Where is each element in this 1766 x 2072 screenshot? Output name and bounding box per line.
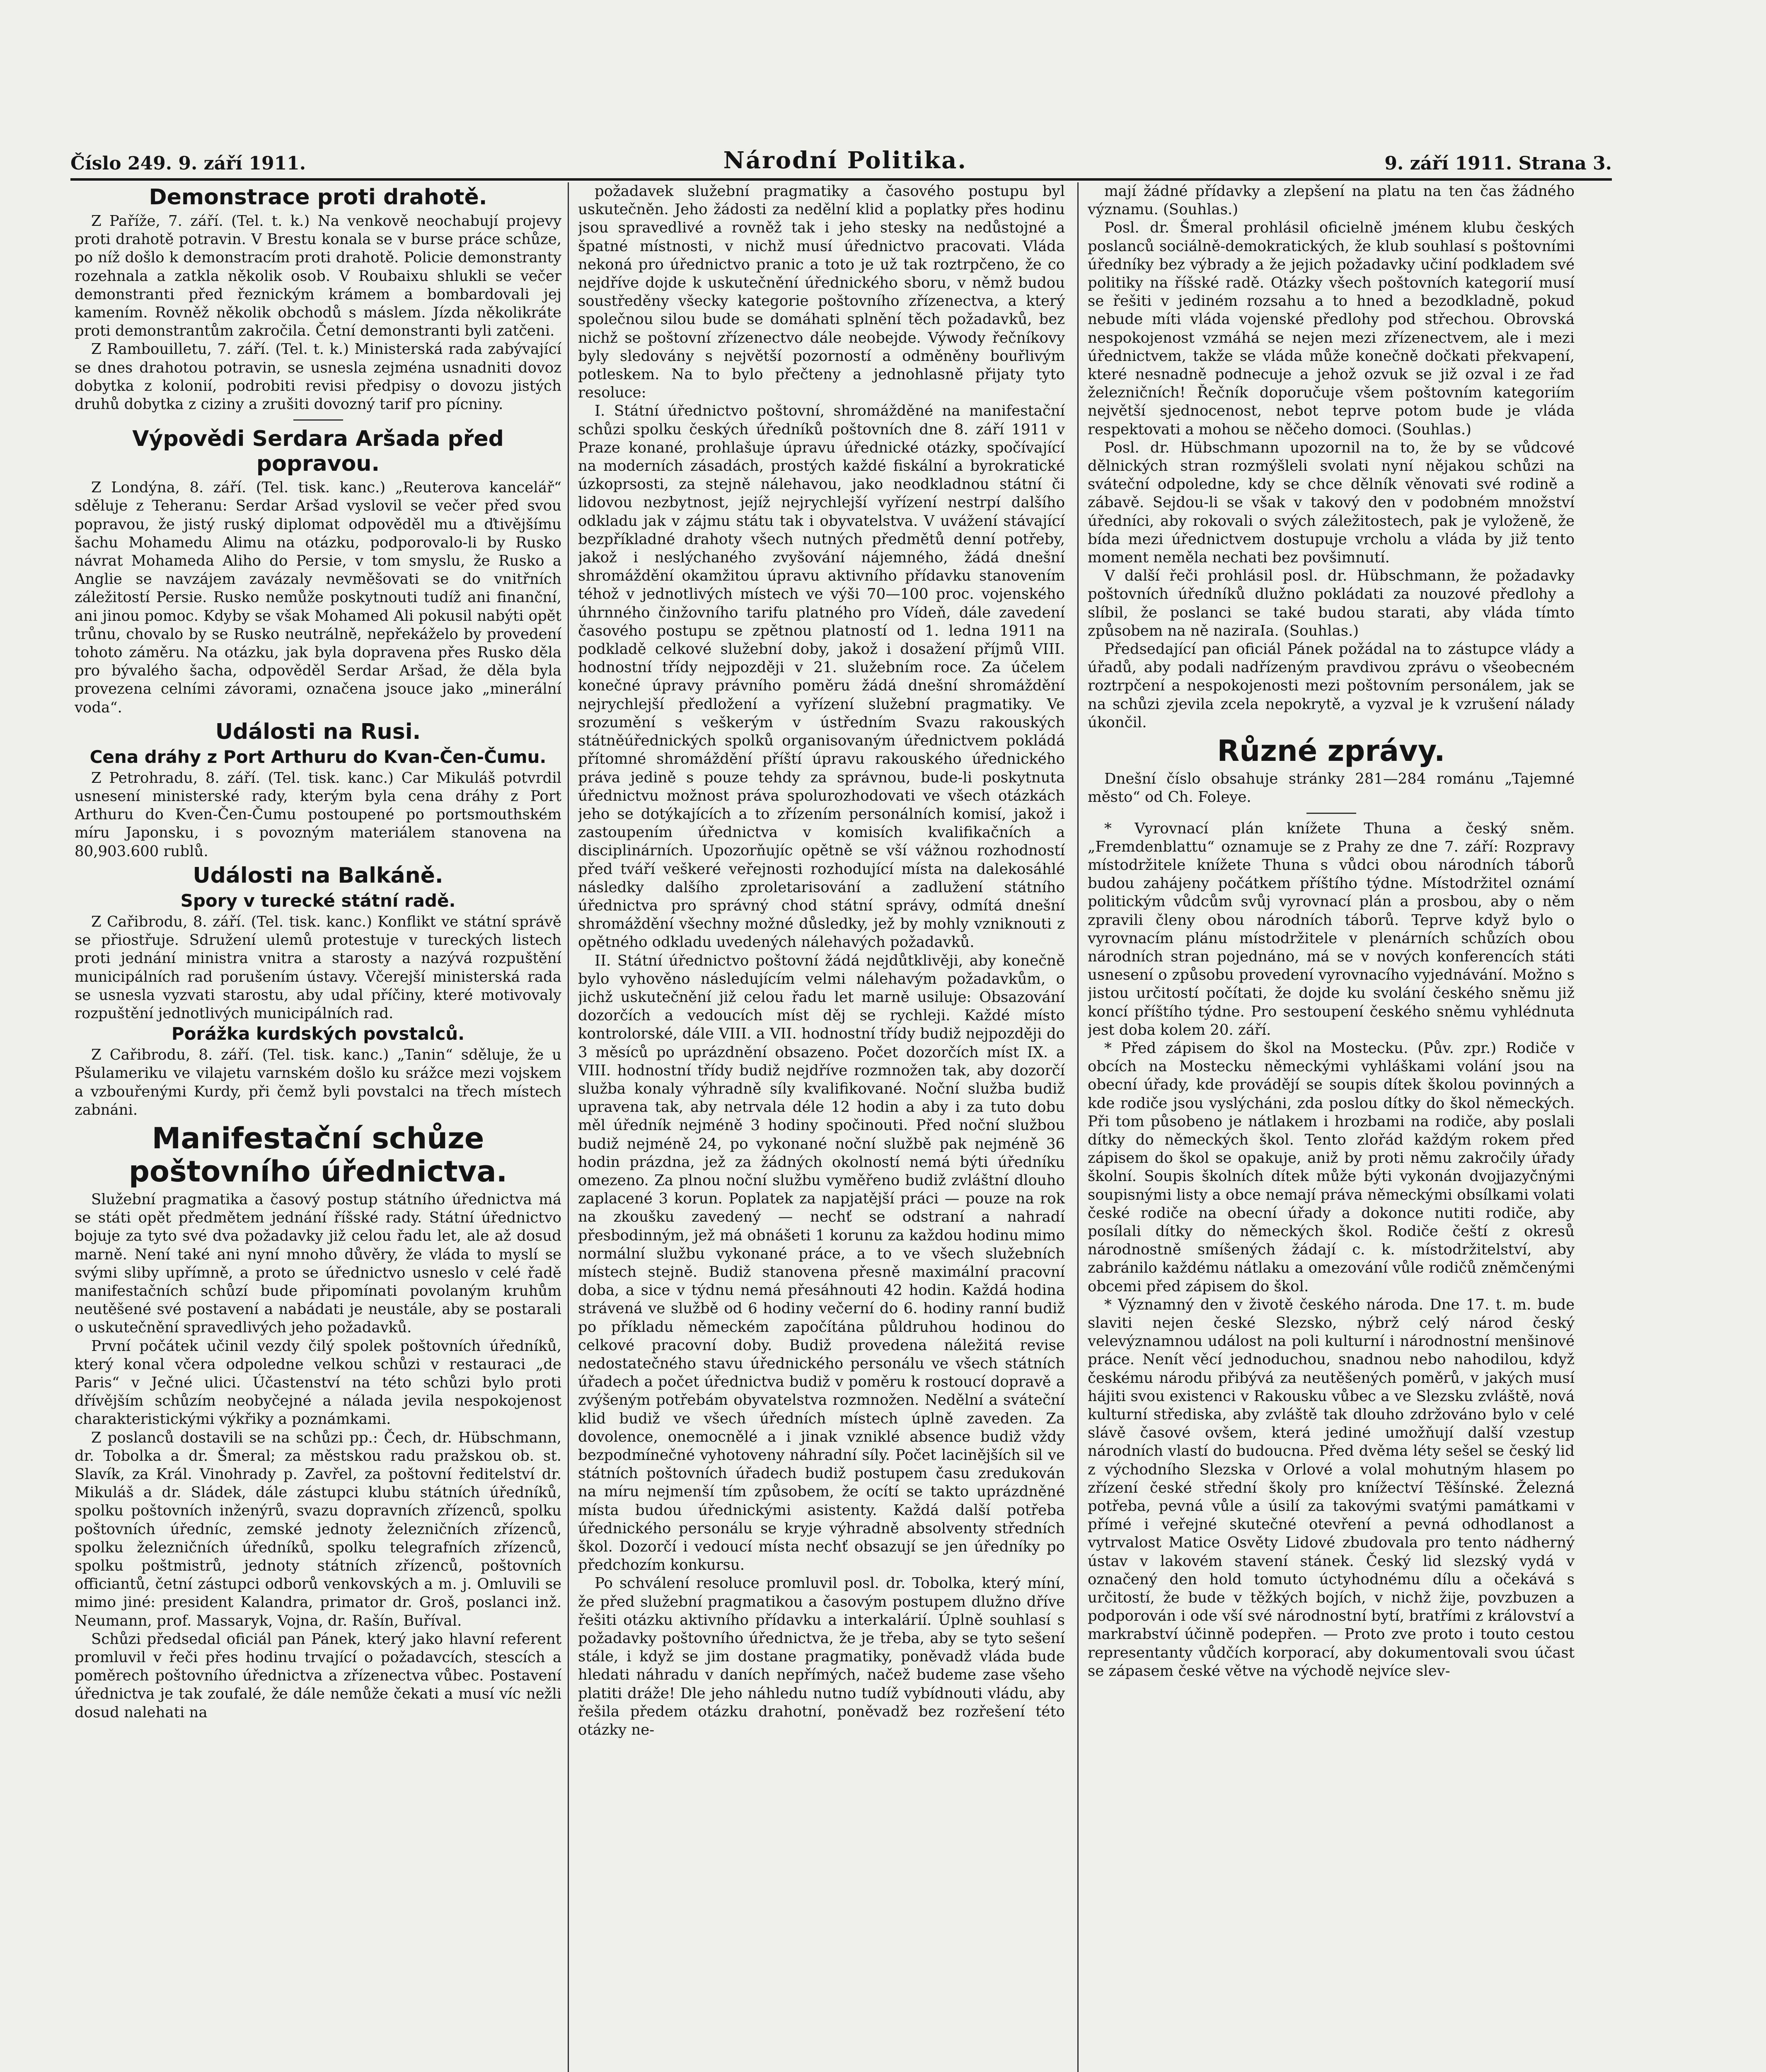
article-paragraph: I. Státní úřednictvo poštovní, shromážděné na manifestační schůzi spolku českých úředníků poštovních dne 8. září 1911 v Praze konané, prohlašuje úpravu úřednické otázky, spočívající na moderních zásadách, prostých každé fiskální a byrokratické úzkoprsosti, za stejně nálehavou, jako neodkladnou státní či lidovou nezbytnost, jejíž nejrychlejší vyřízení nestrpí dalšího odkladu jak v zájmu státu tak i obyvatelstva. V uvážení stávající bezpříkladné drahoty všech nutných předmětů denní potřeby, jakož i neslýchaného zvyšování nájemného, žádá dnešní shromáždění okamžitou úpravu aktivního přídavku stanovením téhož v jednotlivých místech ve výši 70—100 proc. vojenského úhrnného činžovního tarifu platného pro Vídeň, dále zavedení časového postupu se zpětnou platností od 1. ledna 1911 na podkladě celkové služební doby, jakož i dosažení příjmů VIII. hodnostní třídy nejpozději v 21. služebním roce. Za účelem konečné úpravy právního poměru žádá dnešní shromáždění nejrychlejší předložení a vyřízení služební pragmatiky. Ve srozumění s veškerým v ústředním Svazu rakouských státněúřednických spolků organisovaným úřednictvem pokládá přítomné shromáždění příští úpravu rakouského úřednického práva jedině s pouze tehdy za správnou, bude-li poskytnuta úřednictvu možnost práva spolurozhodovati ve všech otázkách jeho se dotýkajících a to zřízením personálních komisí, jakož i zastoupením úřednictva v komisích kvalifikačních a disciplinárních. Upozorňujíc opětně se vší vážnou rozhodností před tváří veškeré veřejnosti rozhodující místa na dalekosáhlé následky dalšího zproletarisování a zadlužení státního úřednictva pro správný chod státní správy, odmítá dnešní shromáždění všechny možné důsledky, jež by mohly vzniknouti z opětného odkladu uvedených nálehavých požadavků. <box>578 402 1065 951</box>
article-paragraph: požadavek služební pragmatiky a časového postupu byl uskutečněn. Jeho žádosti za nedělní klid a poplatky přes hodinu jsou spravedlivé a rovněž tak i jeho stesky na nedůstojné a špatné místnosti, v nichž musí úřednictvo pracovati. Vláda nekoná pro úřednictvo pranic a toto je už tak roztrpčeno, že co nejdříve dojde k uskutečnění úřednického sboru, v němž budou soustředěny všecky kategorie poštovního zřízenectva, a který společnou silou bude se domáhati splnění těch požadavků, bez nichž se poštovní zřízenectvo dále neobejde. Výwody řečníkovy byly sledovány s největší pozorností a odměněny bouřlivým potleskem. Na to bylo přečteny a jednohlasně přijaty tyto resoluce: <box>578 183 1065 402</box>
column-divider <box>568 182 569 2072</box>
article-paragraph: mají žádné přídavky a zlepšení na platu na ten čas žádného významu. (Souhlas.) <box>1088 183 1575 218</box>
article-paragraph: Schůzi předsedal oficiál pan Pánek, který jako hlavní referent promluvil v řeči přes hodinu trvající o požadavcích, stescích a poměrech poštovního úřednictva a zřízenectva vůbec. Postavení úřednictva je tak zoufalé, že dále nemůže čekati a musí víc nežli dosud nalehati na <box>75 1630 561 1721</box>
article-paragraph: Z Londýna, 8. září. (Tel. tisk. kanc.) „Reuterova kancelář“ sděluje z Teheranu: Serdar Aršad vyslovil se večer před svou popravou, že jistý ruský diplomat odpověděl mu a ďtivějšímu šachu Mohamedu Alimu na otázku, podporovalo-li by Rusko návrat Mohameda Aliho do Persie, v tom smyslu, že Rusko a Anglie se navzájem zavázaly nevměšovati se do vnitřních záležitostí Persie. Rusko nemůže poskytnouti tudíž ani finanční, ani jinou pomoc. Kdyby se však Mohamed Ali pokusil nabýti opět trůnu, chovalo by se Rusko neutrálně, nepřekáželo by provedení tohoto záměru. Na otázku, jak byla dopravena přes Rusko děla pro bývalého šacha, odpověděl Serdar Aršad, že děla byla provezena celními závorami, označena jsouce jako „minerální voda“. <box>75 479 561 716</box>
article-paragraph: Z Petrohradu, 8. září. (Tel. tisk. kanc.) Car Mikuláš potvrdil usnesení ministerské rady, kterým byla cena dráhy z Port Arthuru do Kven-Čen-Čumu postoupené po portsmouthském míru Japonsku, i s povozným materiálem stanovena na 80,903.600 rublů. <box>75 769 561 860</box>
headline: Události na Balkáně. <box>193 863 443 888</box>
newspaper-title: Národní Politika. <box>723 147 967 174</box>
article-paragraph: Posl. dr. Šmeral prohlásil oficielně jménem klubu českých poslanců sociálně-demokratických, že klub souhlasí s poštovními úředníky bez výbrady a že jejich požadavky učiní podkladem své politiky na říšské radě. Otázky všech poštovních kategorií musí se řešiti v jediném rozsahu a to hned a bezodkladně, pokud nebude míti vláda vojenské předlohy pod střechou. Obrovská nespokojenost vzmáhá se nejen mezi zřízenectvem, ale i mezi úřednictvem, takže se vláda může konečně dočkati překvapení, které nesnadně podnecuje a jehož ozvuk se již ozval i ze řad železničních! Řečník doporučuje všem poštovním kategoriím největší sjednocenost, nebot teprve potom bude je vláda respektovati a mohou se něčeho domoci. (Souhlas.) <box>1088 219 1575 438</box>
subheadline: Porážka kurdských povstalců. <box>171 1024 465 1044</box>
column-divider <box>1077 182 1079 2072</box>
section-divider <box>293 419 343 421</box>
article-paragraph: Dnešní číslo obsahuje stránky 281—284 románu „Tajemné město“ od Ch. Foleye. <box>1088 770 1575 806</box>
headline: Demonstrace proti drahotě. <box>149 185 487 210</box>
article-paragraph: Po schválení resoluce promluvil posl. dr. Tobolka, který míní, že před služební pragmatikou a časovým postupem dlužno dříve řešiti otázku aktivního přídavku a interkalárií. Úplně souhlasí s požadavky poštovního úřednictva, že je třeba, aby se tyto sešení stále, i když se jim dostane pragmatiky, poněvadž vláda bude hledati náhradu v daních nepřímých, načež budeme zase všeho platiti dráže! Dle jeho náhledu nutno tudíž vybídnouti vládu, aby řešila předem otázku drahotní, poněvadž bez rozřešení této otázky ne- <box>578 1575 1065 1739</box>
article-paragraph: První počátek učinil vezdy čilý spolek poštovních úředníků, který konal včera odpoledne velkou schůzi v restauraci „de Paris“ v Ječné ulici. Účastenství na této schůzi bylo proti dřívějším schůzím neobyčejné a nálada jevila nespokojenost charakteristickými výkřiky a poznámkami. <box>75 1337 561 1428</box>
article-paragraph: Z Cařibrodu, 8. září. (Tel. tisk. kanc.) „Tanin“ sděluje, že u Pšulameriku ve vilajetu varnském došlo ku srážce mezi vojskem a vzbouřenými Kurdy, při čemž byli povstalci na třech místech zabnáni. <box>75 1046 561 1118</box>
page-header <box>70 141 1612 181</box>
article-paragraph: Z poslanců dostavili se na schůzi pp.: Čech, dr. Hübschmann, dr. Tobolka a dr. Šmeral; za městskou radu pražskou ob. st. Slavík, za Král. Vinohrady p. Zavřel, za poštovní ředitelství dr. Mikuláš a dr. Sládek, dále zástupci klubu státních úředníků, spolku poštovních inženýrů, svazu dopravních zřízenců, spolku poštovních úředníc, zemské jednoty železničních zřízenců, spolku železničních úředníků, spolku telegrafních zřízenců, spolku poštmistrů, jednoty státních zřízenců, poštovních officiantů, četní zástupci odborů venkovských a m. j. Omluvili se mimo jiné: president Kalandra, primator dr. Groš, poslanci inž. Neumann, prof. Massaryk, Vojna, dr. Rašín, Buříval. <box>75 1429 561 1629</box>
article-paragraph: Z Cařibrodu, 8. září. (Tel. tisk. kanc.) Konflikt ve státní správě se přiostřuje. Sdružení ulemů protestuje v tureckých listech proti jednání ministra vnitra a starosty a nazývá rozpuštění municipálních rad porušením ústavy. Včerejší ministerská rada se usnesla vyzvati starostu, aby udal příčiny, které motivovaly rozpuštění jednotlivých municipálních rad. <box>75 913 561 1022</box>
column-2 <box>578 182 1065 2072</box>
column-1 <box>75 182 561 2072</box>
headline: Různé zprávy. <box>1217 734 1445 768</box>
article-paragraph: Z Rambouilletu, 7. září. (Tel. t. k.) Ministerská rada zabývající se dnes drahotou potravin, se usnesla zejména usnadniti dovoz dobytka z kolonií, podrobiti revisi předpisy o dovozu jistých druhů dobytka z ciziny a zrušiti dovozný tarif pro pícniny. <box>75 341 561 413</box>
column-3 <box>1088 182 1575 2072</box>
subheadline: Spory v turecké státní radě. <box>180 890 456 911</box>
page-number: 9. září 1911. Strana 3. <box>1384 153 1612 174</box>
subheadline: Cena dráhy z Port Arthuru do Kvan-Čen-Čumu. <box>90 746 547 767</box>
article-paragraph: Služební pragmatika a časový postup státního úřednictva má se státi opět předmětem jednání říšské rady. Státní úřednictvo bojuje za tyto své dva požadavky již celou řadu let, ale až dosud marně. Není také ani nyní mnoho důvěry, že vláda to myslí se svými sliby upřímně, a proto se úřednictvo usneslo v celé řadě manifestačních schůzí bude připomínati povolaným kruhům neutěšené své postavení a nabádati je neustále, aby se postarali o uskutečnění spravedlivých jeho požadavků. <box>75 1191 561 1336</box>
article-paragraph: Předsedající pan oficiál Pánek požádal na to zástupce vlády a úřadů, aby podali nadřízeným pravdivou zprávu o všeobecném roztrpčení a nespokojenosti mezi poštovním personálem, jak se na schůzi zjevila zcela nepokrytě, a vyzval je k vzrušení nálady úkončil. <box>1088 641 1575 731</box>
article-paragraph: * Vyrovnací plán knížete Thuna a český sněm. „Fremdenblattu“ oznamuje se z Prahy ze dne 7. září: Rozpravy místodržitele knížete Thuna s vůdci obou národních táborů budou zahájeny počátkem příštího týdne. Místodržitel oznámí politickým vůdcům svůj vyrovnací plán a prosbou, aby o něm zpravili členy obou národních táborů. Teprve když bylo o vyrovnacím plánu místodržitele v plenárních schůzích obou národních stran pojednáno, má se v nových konferencích státi usnesení o způsobu provedení vyrovnacího vyjednávání. Možno s jistou určitostí počítati, že dojde ku svolání českého sněmu již koncí příštího týdne. Pro sestoupení českého sněmu vyhlédnuta jest doba kolem 20. září. <box>1088 820 1575 1038</box>
article-paragraph: II. Státní úřednictvo poštovní žádá nejdůtklivěji, aby konečně bylo vyhověno následujícím velmi nálehavým požadavkům, o jichž uskutečnění již celou řadu let marně usiluje: Obsazování dozorčích a vedoucích míst děj se rychleji. Každé místo kontrolorské, dále VIII. a VII. hodnostní třídy budiž nejpozději do 3 měsíců po uprázdnění obsazeno. Počet dozorčích míst IX. a VIII. hodnostní třídy budiž nejdříve rozmnožen tak, aby dozorčí služba konaly výhradně síly kvalifikované. Noční služba budiž upravena tak, aby netrvala déle 12 hodin a aby i za tuto dobu měl úředník nejméně 3 hodiny spočinouti. Před noční službou budiž nejméně 24, po vykonané noční službě pak nejméně 36 hodin prázdna, jež za žádných okolností nemá býti úředníku omezeno. Za plnou noční službu vyměřeno budiž zvláštní dlouho zaplacené 3 korun. Poplatek za napjatější práci — pouze na rok na zkoušku zavedený — nechť se odstraní a nahradí přesbodinným, jež má obnášeti 1 korunu za každou hodinu mimo normální službu vykonané práce, a to ve všech služebních místech stejně. Budiž stanovena přesně maximální pracovní doba, a sice v týdnu nemá přesáhnouti 42 hodin. Každá hodina strávená ve službě od 6 hodiny večerní do 6. hodiny ranní budiž po příkladu německém započítána půldruhou hodinou do celkové pracovní doby. Budiž provedena náležitá revise nedostatečného stavu úřednického personálu ve všech státních úřadech a počet úřednictva budiž v poměru k rostoucí dopravě a zvýšeným potřebám obyvatelstva rozmnožen. Nedělní a sváteční klid budiž ve všech úředních místech úplně zaveden. Za dovolence, onemocnělé a i jinak vzniklé absence budiž vždy bezpodmínečné vyhotoveny náhradní síly. Počet lacinějších sil ve státních poštovních úřadech budiž postupem času zredukován na míru nejmenší tím způsobem, že ocítí se takto uprázdněné místa budou úřednickými asistenty. Každá další potřeba úřednického personálu se kryje výhradně absolventy středních škol. Dozorčí i vedoucí místa nechť obsazují se jen úředníky po předchozím konkursu. <box>578 952 1065 1574</box>
headline: Události na Rusi. <box>215 719 421 744</box>
article-paragraph: V další řeči prohlásil posl. dr. Hübschmann, že požadavky poštovních úředníků dlužno pokládati za nouzové předlohy a slíbil, že poslanci se také budou starati, aby vláda tímto způsobem na ně naziraIa. (Souhlas.) <box>1088 567 1575 639</box>
article-paragraph: * Před zápisem do škol na Mostecku. (Pův. zpr.) Rodiče v obcích na Mostecku německými vyhláškami volání jsou na obecní úřady, kde provádějí se soupis dítek školou povinných a kde rodiče jsou vyslýcháni, zda poslou dítky do škol německých. Při tom působeno je nátlakem i hrozbami na rodiče, aby poslali dítky do německých škol. Tento zlořád každým rokem před zápisem do škol se opakuje, aniž by proti němu zakročily úřady školní. Soupis školních dítek může býti vykonán dvojjazyčnými soupisnými listy a obce nemají práva německými obsílkami volati české rodiče na obecní úřady a dokonce nutiti rodiče, aby posílali dítky do německých škol. Rodiče čeští z okresů národnostně smíšených žádají c. k. místodržitelství, aby zabránilo každému nátlaku a omezování vůle rodičů zněmčenými obcemi před zápisem do škol. <box>1088 1039 1575 1295</box>
headline: Manifestační schůze poštovního úřednictva. <box>128 1121 508 1188</box>
headline: Výpovědi Serdara Aršada před popravou. <box>132 426 504 477</box>
article-paragraph: Posl. dr. Hübschmann upozornil na to, že by se vůdcové dělnických stran rozmýšleli svolati nyní nějakou schůzi na sváteční odpoledne, kdy se chce dělník věnovati své rodině a zábavě. Sejdou-li se však v takový den v podobném množství úředníci, aby rokovali o svých záležitostech, pak je vyloženě, že bída mezi úřednictvem dostupuje vrcholu a vláda by již tento moment neměla nechati bez povšimnutí. <box>1088 439 1575 566</box>
article-paragraph: * Významný den v životě českého národa. Dne 17. t. m. bude slaviti nejen české Slezsko, nýbrž celý národ český velevýznamnou událost na poli kulturní i národnostní menšinové práce. Nenít věcí jednoduchou, snadnou nebo nahodilou, když českému národu přibývá za neutěšených poměrů, v jakých musí hájiti svou existenci v Rakousku vůbec a ve Slezsku zvláště, nová kulturní střediska, aby zvláště tak dlouho zdržováno bylo v celé slávě časové ovšem, která jediné umožňují další vzestup národních vlastí do budoucna. Před dvěma léty sešel se český lid z východního Slezska v Orlové a volal mohutným hlasem po zřízení české střední školy pro knížectví Těšínské. Železná potřeba, pevná vůle a úsilí za takovými svatými památkami v přímé i veřejné skutečné otevření a pevná odhodlanost a vytrvalost Matice Osvěty Lidové zbudovala pro tento nádherný ústav v lakovém stavení stánek. Český lid slezský vydá v označený den hold tomuto úctyhodnému dílu a očekává s určitostí, že bude v těžkých bojích, v nichž žije, povzbuzen a podporován i ode vší své národnostní bytí, bratřími z království a markrabství účinně podepřen. — Proto zve proto i touto cestou representanty vůdčích korporací, aby dokumentovali svou účast se zápasem české větve na východě nejvíce slev- <box>1088 1296 1575 1680</box>
article-paragraph: Z Paříže, 7. září. (Tel. t. k.) Na venkově neochabují projevy proti drahotě potravin. V Brestu konala se v burse práce schůze, po níž došlo k demonstracím proti drahotě. Policie demonstranty rozehnala a zatkla několik osob. V Roubaixu shlukli se večer demonstranti před řeznickým krámem a bombardovali jej kamením. Rovněž několik obchodů s máslem. Jízda několikráte proti demonstrantům zakročila. Četní demonstranti byli zatčeni. <box>75 213 561 340</box>
issue-number: Číslo 249. 9. září 1911. <box>70 153 306 174</box>
section-divider <box>1306 813 1356 814</box>
